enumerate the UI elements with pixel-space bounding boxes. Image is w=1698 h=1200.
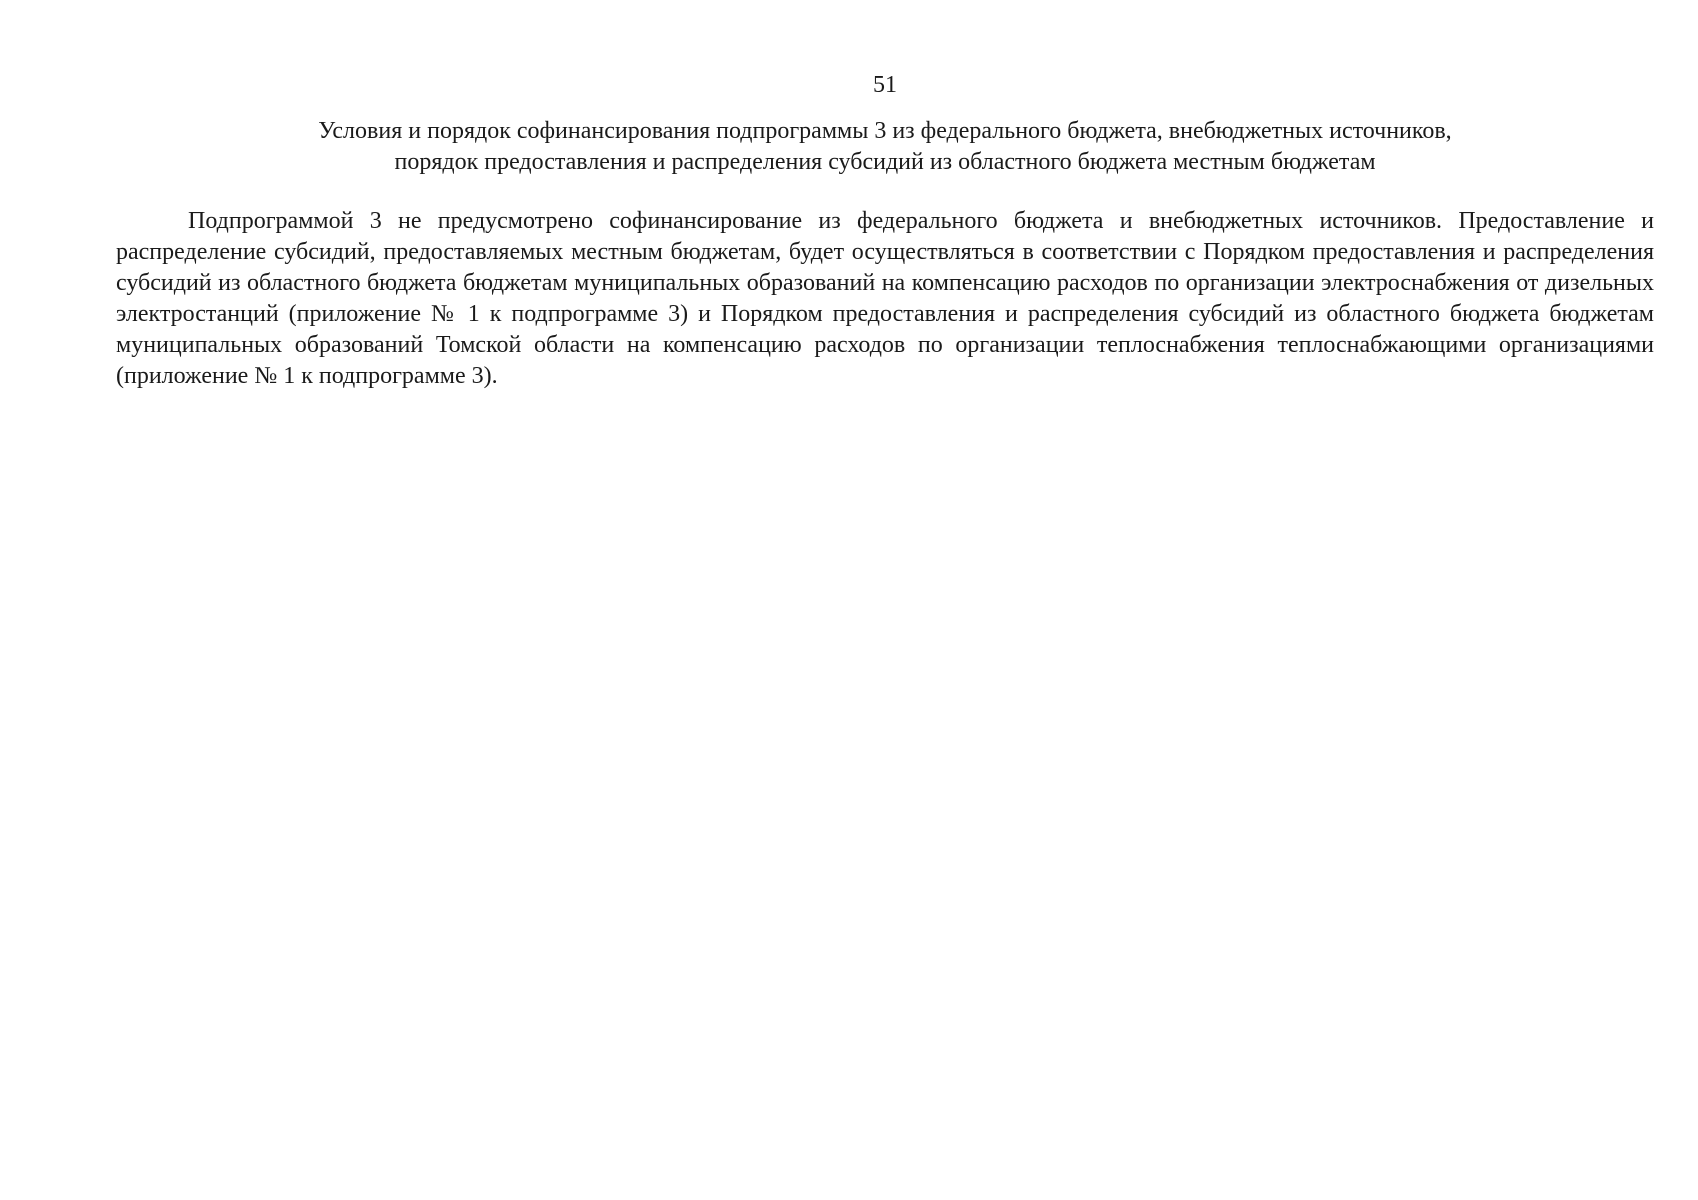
page-number: 51: [873, 72, 897, 98]
section-heading-line-2: порядок предоставления и распределения субсидий из областного бюджета местным бюджетам: [394, 148, 1376, 175]
section-heading: [180, 116, 1590, 177]
section-heading-line-1: Условия и порядок софинансирования подпрограммы 3 из федерального бюджета, внебюджетных источников,: [318, 118, 1452, 144]
body-paragraph: Подпрограммой 3 не предусмотрено софинансирование из федерального бюджета и внебюджетных источников. Предоставление и распределение субсидий, предоставляемых местным бюджетам, будет осуществляться в соответствии с Порядком предоставления и распределения субсидий из областного бюджета бюджетам муниципальных образований на компенсацию расходов по организации электроснабжения от дизельных электростанций (приложение № 1 к подпрограмме 3) и Порядком предоставления и распределения субсидий из областного бюджета бюджетам муниципальных образований Томской области на компенсацию расходов по организации теплоснабжения теплоснабжающими организациями (приложение № 1 к подпрограмме 3).: [116, 208, 1654, 389]
